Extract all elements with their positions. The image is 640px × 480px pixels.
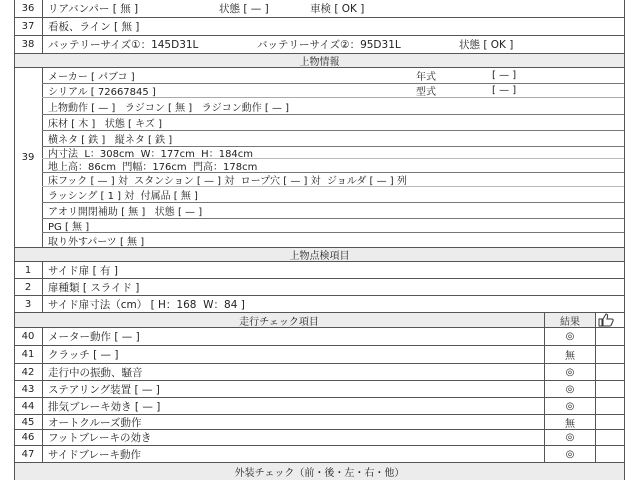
row-number: 45 xyxy=(14,415,43,429)
upper-line xyxy=(42,233,625,248)
upper-line-text: 取り外すパーツ [ 無 ] xyxy=(48,237,145,248)
result-cell: ◎ xyxy=(544,430,596,445)
section-header-inspect xyxy=(14,248,625,262)
section-title: 走行チェック項目 xyxy=(14,313,544,327)
row-39 xyxy=(14,68,625,248)
upper-line-value: [ — ] xyxy=(492,70,517,81)
upper-line xyxy=(42,115,625,131)
row-number: 42 xyxy=(14,364,43,380)
upper-line-text: 横ネタ [ 鉄 ] 縦ネタ [ 鉄 ] xyxy=(48,135,173,146)
row-number: 40 xyxy=(14,328,43,345)
row-number: 46 xyxy=(14,430,43,445)
row-cell: 排気ブレーキ効き [ — ] xyxy=(48,400,161,413)
row-cell: サイド扉 [ 有 ] xyxy=(48,264,118,277)
section-header-drive xyxy=(14,313,625,328)
upper-line xyxy=(42,187,625,203)
row-number: 39 xyxy=(14,68,43,247)
upper-line xyxy=(42,84,625,98)
row-cell: バッテリーサイズ①：145D31L xyxy=(48,39,199,51)
upper-line-label: 型式 xyxy=(416,87,436,98)
row-number: 44 xyxy=(14,398,43,414)
upper-line-label: 年式 xyxy=(416,72,436,83)
upper-line xyxy=(42,68,625,84)
upper-line-text: PG [ 無 ] xyxy=(48,222,90,233)
row-37 xyxy=(14,18,625,36)
result-cell: ◎ xyxy=(544,328,596,345)
row-cell: クラッチ [ — ] xyxy=(48,349,119,361)
upper-line-text: シリアル [ 72667845 ] xyxy=(48,87,156,98)
drive-row xyxy=(14,346,625,364)
row-cell: 看板、ライン [ 無 ] xyxy=(48,21,140,33)
upper-line-value: [ — ] xyxy=(492,85,517,96)
result-cell: 無 xyxy=(544,346,596,363)
row-number: 37 xyxy=(14,18,43,35)
row-number: 36 xyxy=(14,0,43,17)
upper-line xyxy=(42,98,625,115)
result-cell: ◎ xyxy=(544,364,596,380)
drive-row xyxy=(14,398,625,415)
upper-line xyxy=(42,173,625,187)
upper-line-text: 床フック [ — ] 対 スタンション [ — ] 対 ロープ穴 [ — ] 対 ジョルダ [ — ] 列 xyxy=(48,176,407,187)
row-number: 1 xyxy=(14,262,43,278)
row-cell: 状態 [ OK ] xyxy=(459,39,514,51)
row-cell: 扉種類 [ スライド ] xyxy=(48,281,140,294)
row-cell: リアバンパー [ 無 ] xyxy=(48,3,139,15)
section-header-exterior xyxy=(14,463,625,480)
thumbs-up-icon xyxy=(598,313,614,327)
section-title: 上物情報 xyxy=(14,54,625,67)
row-cell: サイド扉寸法（cm） [ H：168 W：84 ] xyxy=(48,298,245,311)
row-cell: 車検 [ OK ] xyxy=(310,3,365,15)
row-38 xyxy=(14,36,625,54)
row-number: 43 xyxy=(14,381,43,397)
result-cell: ◎ xyxy=(544,381,596,397)
inspect-row xyxy=(14,262,625,279)
upper-line-text: 地上高：86cm 門幅：176cm 門高：178cm xyxy=(48,162,258,173)
upper-line-text: ラッシング [ 1 ] 対 付属品 [ 無 ] xyxy=(48,191,198,202)
result-cell: ◎ xyxy=(544,398,596,414)
row-cell: ステアリング装置 [ — ] xyxy=(48,383,160,396)
upper-line-text: 内寸法 L：308cm W：177cm H：184cm xyxy=(48,149,254,160)
result-header: 結果 xyxy=(544,313,596,327)
inspect-row xyxy=(14,296,625,313)
row-cell: フットブレーキの効き xyxy=(48,432,152,444)
drive-row xyxy=(14,446,625,463)
row-number: 41 xyxy=(14,346,43,363)
drive-row xyxy=(14,415,625,430)
drive-row xyxy=(14,430,625,446)
row-number: 38 xyxy=(14,36,43,53)
row-cell: サイドブレーキ動作 xyxy=(48,448,142,461)
section-title: 外装チェック（前・後・左・右・他） xyxy=(14,463,625,480)
section-title: 上物点検項目 xyxy=(14,248,625,261)
row-number: 47 xyxy=(14,446,43,462)
upper-line-text: 床材 [ 木 ] 状態 [ キズ ] xyxy=(48,119,163,130)
row-cell: バッテリーサイズ②：95D31L xyxy=(257,39,401,51)
upper-line-text: 上物動作 [ — ] ラジコン [ 無 ] ラジコン動作 [ — ] xyxy=(48,102,290,114)
row-36 xyxy=(14,0,625,18)
upper-line-text: メーカー [ パブコ ] xyxy=(48,72,135,83)
upper-line xyxy=(42,159,625,173)
row-cell: オートクルーズ動作 xyxy=(48,416,142,429)
drive-row xyxy=(14,364,625,381)
row-number: 2 xyxy=(14,279,43,295)
inspect-row xyxy=(14,279,625,296)
row-cell: 状態 [ — ] xyxy=(219,3,269,15)
row-cell: メーター動作 [ — ] xyxy=(48,331,140,343)
drive-row xyxy=(14,381,625,398)
inspection-sheet xyxy=(14,0,625,480)
result-cell: ◎ xyxy=(544,446,596,462)
upper-line xyxy=(42,203,625,219)
upper-line-text: アオリ開閉補助 [ 無 ] 状態 [ — ] xyxy=(48,207,203,218)
result-cell: 無 xyxy=(544,415,596,429)
drive-row xyxy=(14,328,625,346)
row-cell: 走行中の振動、騒音 xyxy=(48,366,143,379)
upper-line xyxy=(42,219,625,233)
row-number: 3 xyxy=(14,296,43,312)
section-header-upper xyxy=(14,54,625,68)
